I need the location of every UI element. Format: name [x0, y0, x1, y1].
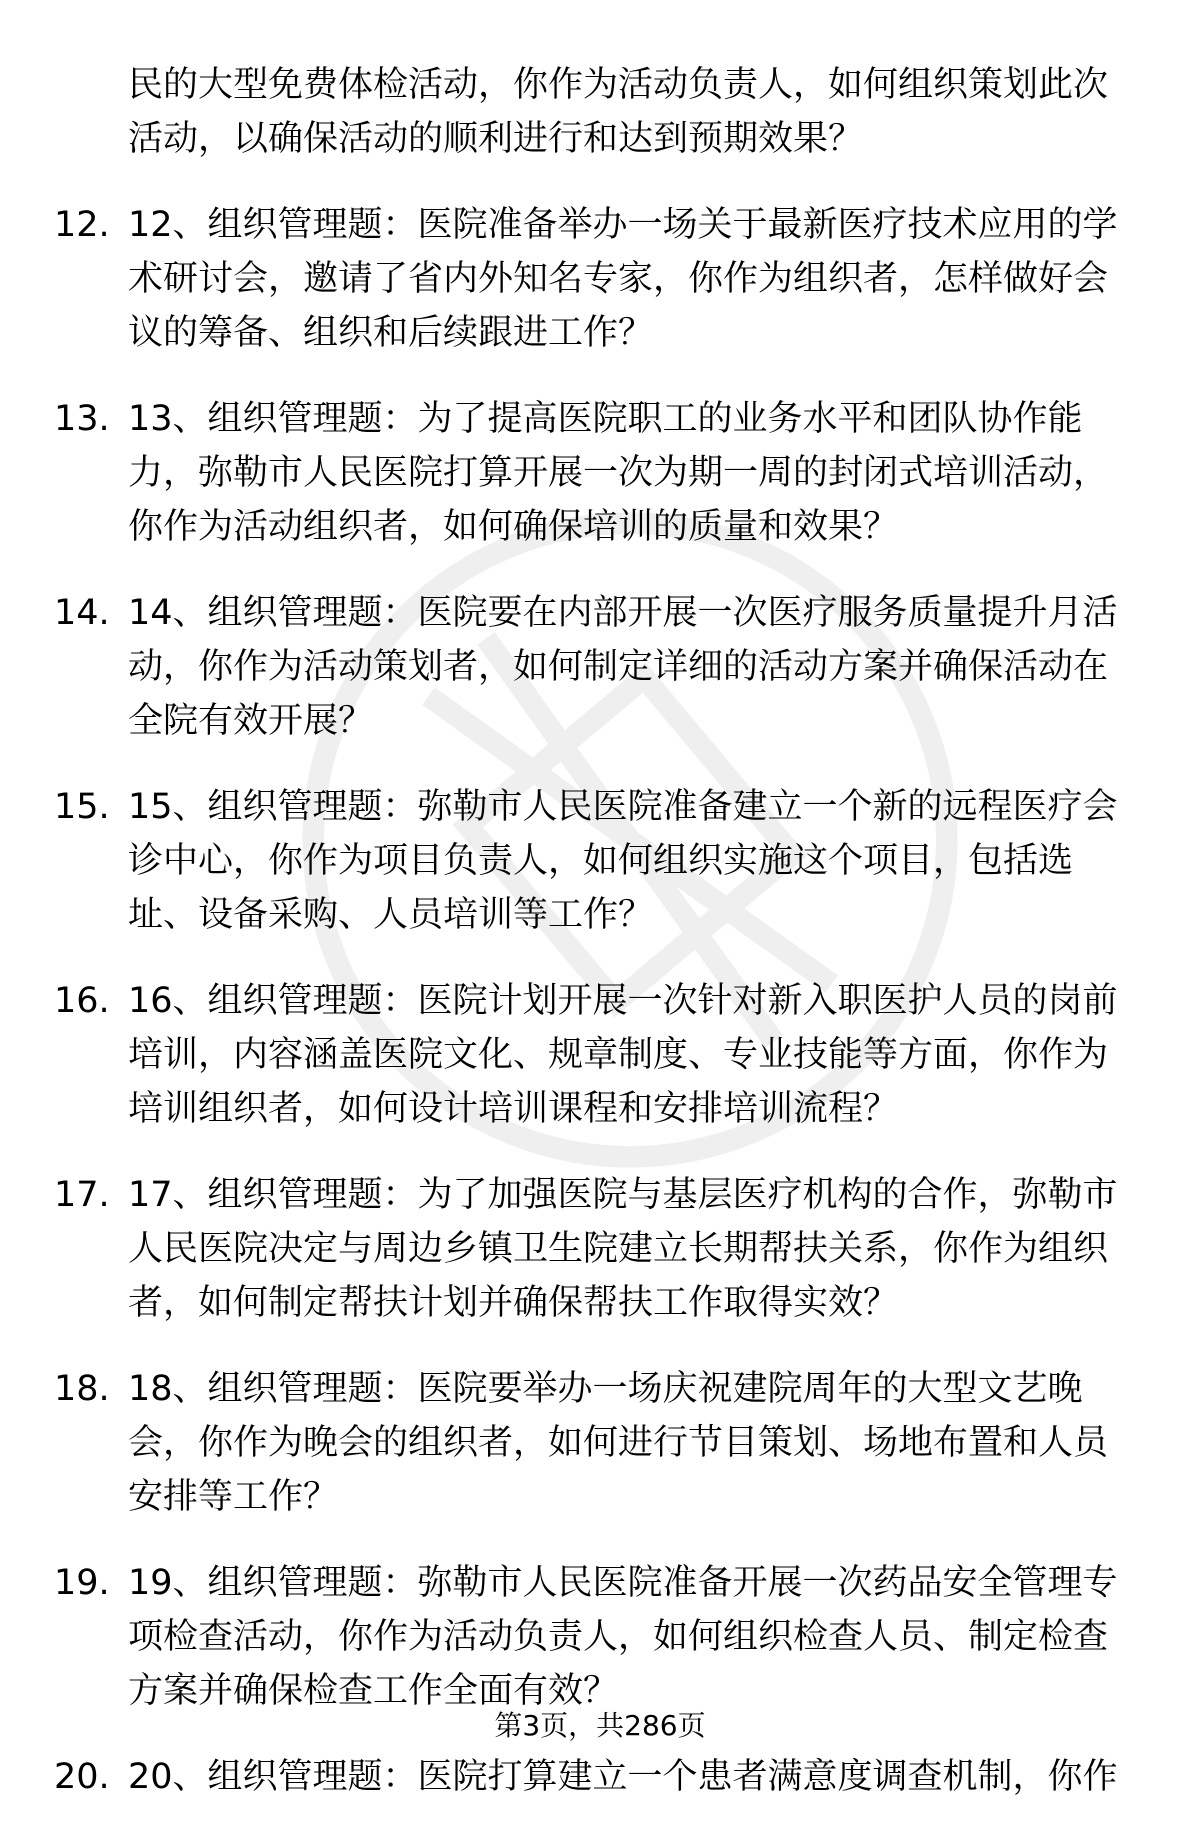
question-number: 18. [54, 1369, 110, 1409]
question-number: 17. [54, 1175, 110, 1215]
question-number: 20. [54, 1757, 110, 1797]
question-item [0, 1168, 1200, 1330]
question-item [0, 780, 1200, 942]
question-text: 16、组织管理题：医院计划开展一次针对新入职医护人员的岗前培训，内容涵盖医院文化、规章制度、专业技能等方面，你作为培训组织者，如何设计培训课程和安排培训流程？ [128, 981, 1118, 1129]
question-text: 13、组织管理题：为了提高医院职工的业务水平和团队协作能力，弥勒市人民医院打算开展一次为期一周的封闭式培训活动，你作为活动组织者，如何确保培训的质量和效果？ [128, 399, 1109, 547]
page-footer: 第3页，共286页 [494, 1709, 706, 1742]
question-text: 18、组织管理题：医院要举办一场庆祝建院周年的大型文艺晚会，你作为晚会的组织者，如何进行节目策划、场地布置和人员安排等工作？ [128, 1369, 1109, 1517]
question-text: 20、组织管理题：医院打算建立一个患者满意度调查机制，你作 [128, 1757, 1118, 1797]
question-list [0, 58, 1200, 1836]
question-number: 19. [54, 1563, 110, 1603]
continued-question-text: 民的大型免费体检活动，你作为活动负责人，如何组织策划此次活动，以确保活动的顺利进行和达到预期效果？ [128, 65, 1109, 159]
question-item [0, 1556, 1200, 1718]
question-text: 15、组织管理题：弥勒市人民医院准备建立一个新的远程医疗会诊中心，你作为项目负责人，如何组织实施这个项目，包括选址、设备采购、人员培训等工作？ [128, 787, 1118, 935]
question-text: 17、组织管理题：为了加强医院与基层医疗机构的合作，弥勒市人民医院决定与周边乡镇卫生院建立长期帮扶关系，你作为组织者，如何制定帮扶计划并确保帮扶工作取得实效？ [128, 1175, 1118, 1323]
question-item [0, 198, 1200, 360]
question-number: 12. [54, 205, 110, 245]
question-number: 14. [54, 593, 110, 633]
question-text: 12、组织管理题：医院准备举办一场关于最新医疗技术应用的学术研讨会，邀请了省内外知名专家，你作为组织者，怎样做好会议的筹备、组织和后续跟进工作？ [128, 205, 1118, 353]
question-number: 13. [54, 399, 110, 439]
question-number: 16. [54, 981, 110, 1021]
question-item [0, 1750, 1200, 1804]
question-number: 15. [54, 787, 110, 827]
question-text: 14、组织管理题：医院要在内部开展一次医疗服务质量提升月活动，你作为活动策划者，如何制定详细的活动方案并确保活动在全院有效开展？ [128, 593, 1118, 741]
question-item [0, 1362, 1200, 1524]
question-item [0, 974, 1200, 1136]
question-text: 19、组织管理题：弥勒市人民医院准备开展一次药品安全管理专项检查活动，你作为活动负责人，如何组织检查人员、制定检查方案并确保检查工作全面有效？ [128, 1563, 1118, 1711]
question-item [0, 586, 1200, 748]
question-item [0, 392, 1200, 554]
